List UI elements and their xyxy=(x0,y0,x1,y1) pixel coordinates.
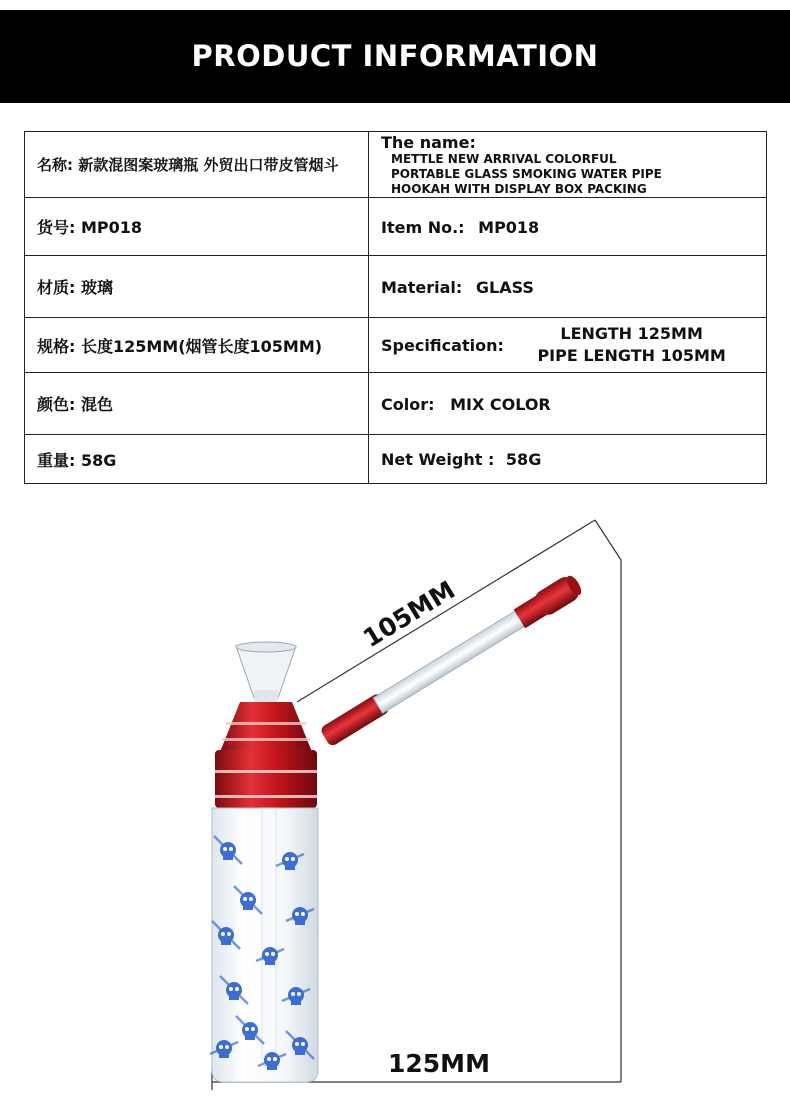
table-row xyxy=(25,435,767,484)
color-key: Color: xyxy=(381,394,435,414)
spec-value-line1: LENGTH 125MM xyxy=(560,324,703,343)
pipe-dimension-tick xyxy=(595,520,621,560)
spec-value-line2: PIPE LENGTH 105MM xyxy=(537,346,726,365)
table-row xyxy=(25,318,767,373)
en-material-cell xyxy=(369,256,767,318)
product-info-table xyxy=(24,131,767,484)
material-value: GLASS xyxy=(475,277,534,297)
glass-bowl xyxy=(236,642,296,702)
material-key: Material: xyxy=(381,277,463,297)
cn-name-cell: 名称: 新款混图案玻璃瓶 外贸出口带皮管烟斗 xyxy=(25,132,369,198)
en-color-cell xyxy=(369,373,767,435)
en-item-cell xyxy=(369,198,767,256)
pipe-length-label: 105MM xyxy=(357,575,461,654)
total-length-label: 125MM xyxy=(388,1049,490,1078)
en-weight-cell xyxy=(369,435,767,484)
cn-color-cell: 颜色: 混色 xyxy=(25,373,369,435)
red-collar xyxy=(215,750,317,808)
red-neck xyxy=(220,702,312,752)
glass-body xyxy=(210,808,318,1082)
cn-material-cell: 材质: 玻璃 xyxy=(25,256,369,318)
item-key: Item No.: xyxy=(381,217,465,237)
weight-key: Net Weight : xyxy=(381,450,495,469)
cn-spec-cell: 规格: 长度125MM(烟管长度105MM) xyxy=(25,318,369,373)
cn-weight-cell: 重量: 58G xyxy=(25,435,369,484)
page-title: PRODUCT INFORMATION xyxy=(191,39,599,73)
table-row xyxy=(25,132,767,198)
cn-item-cell: 货号: MP018 xyxy=(25,198,369,256)
spec-key: Specification: xyxy=(381,335,504,355)
en-spec-cell xyxy=(369,318,767,373)
weight-value: 58G xyxy=(505,450,542,469)
table-row xyxy=(25,256,767,318)
table-row xyxy=(25,373,767,435)
name-key: The name: xyxy=(381,133,476,152)
en-name-cell xyxy=(369,132,767,198)
spec-value xyxy=(537,323,725,367)
product-diagram xyxy=(0,500,790,1104)
color-value: MIX COLOR xyxy=(450,394,551,414)
header-banner xyxy=(0,10,790,103)
name-value: METTLE NEW ARRIVAL COLORFUL PORTABLE GLASS SMOKING WATER PIPE HOOKAH WITH DISPLAY BOX PACKING xyxy=(391,152,662,196)
table-row xyxy=(25,198,767,256)
item-value: MP018 xyxy=(478,217,540,237)
